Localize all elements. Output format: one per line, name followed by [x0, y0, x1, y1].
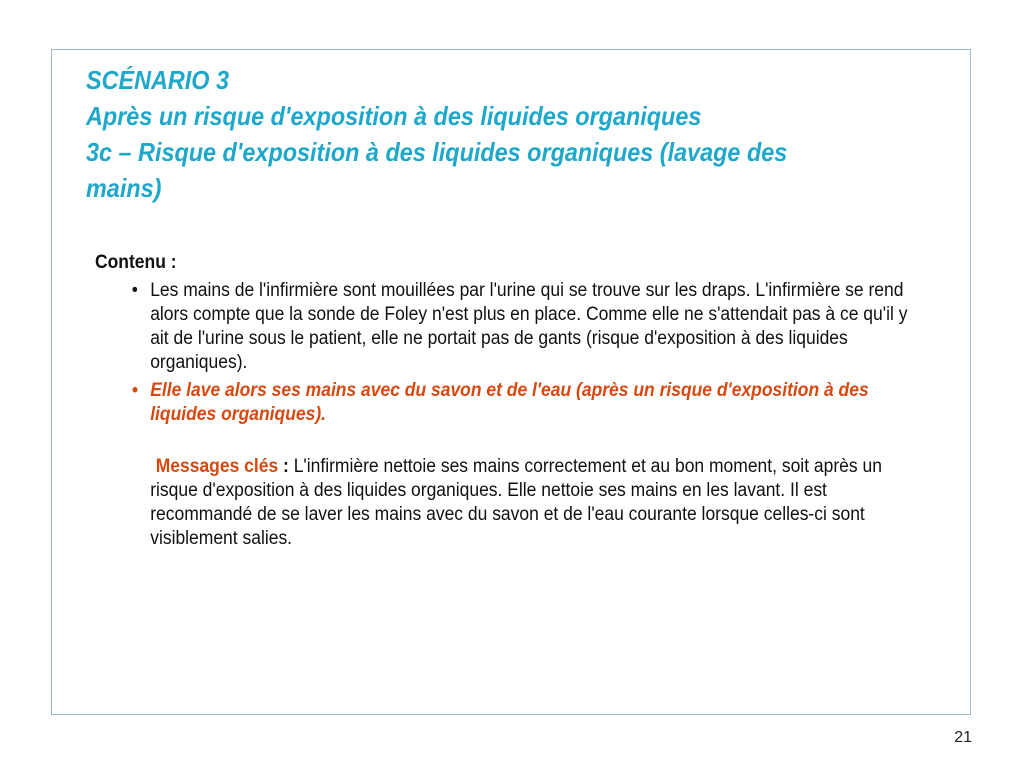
list-item [130, 379, 914, 427]
bullet-icon: • [131, 280, 138, 301]
key-messages [95, 455, 914, 551]
content-heading: Contenu : [95, 252, 177, 273]
title-line-scenario: SCÉNARIO 3 [86, 65, 230, 95]
slide-title [86, 62, 950, 206]
list-item [130, 279, 914, 375]
bullet-text: Les mains de l'infirmière sont mouillées par l'urine qui se trouve sur les draps. L'infirmière se rend alors compte que la sonde de Foley n'est plus en place. Comme elle ne s'attendait pas à ce qu'il y ait de l'urine sous le patient, elle ne portait pas de gants (risque d'exposition à des liquides organiques). [150, 280, 908, 373]
key-messages-text: L'infirmière nettoie ses mains correctement et au bon moment, soit après un risque d'exposition à des liquides organiques. Elle nettoie ses mains en les lavant. Il est recommandé de se laver les mains avec du savon et de l'eau courante lorsque celles-ci sont visiblement salies. [150, 456, 882, 549]
key-messages-colon: : [278, 456, 294, 477]
key-messages-label: Messages clés [155, 456, 279, 477]
slide-content [95, 251, 914, 551]
page-number: 21 [954, 729, 972, 746]
title-line-subtitle: Après un risque d'exposition à des liquides organiques [86, 101, 702, 131]
title-line-3c: 3c – Risque d'exposition à des liquides organiques (lavage des [86, 137, 788, 167]
title-line-3c-continued: mains) [86, 173, 162, 203]
bullet-text: Elle lave alors ses mains avec du savon et de l'eau (après un risque d'exposition à des liquides organiques). [150, 380, 869, 425]
bullet-icon: • [131, 380, 138, 401]
bullet-list [95, 279, 914, 427]
